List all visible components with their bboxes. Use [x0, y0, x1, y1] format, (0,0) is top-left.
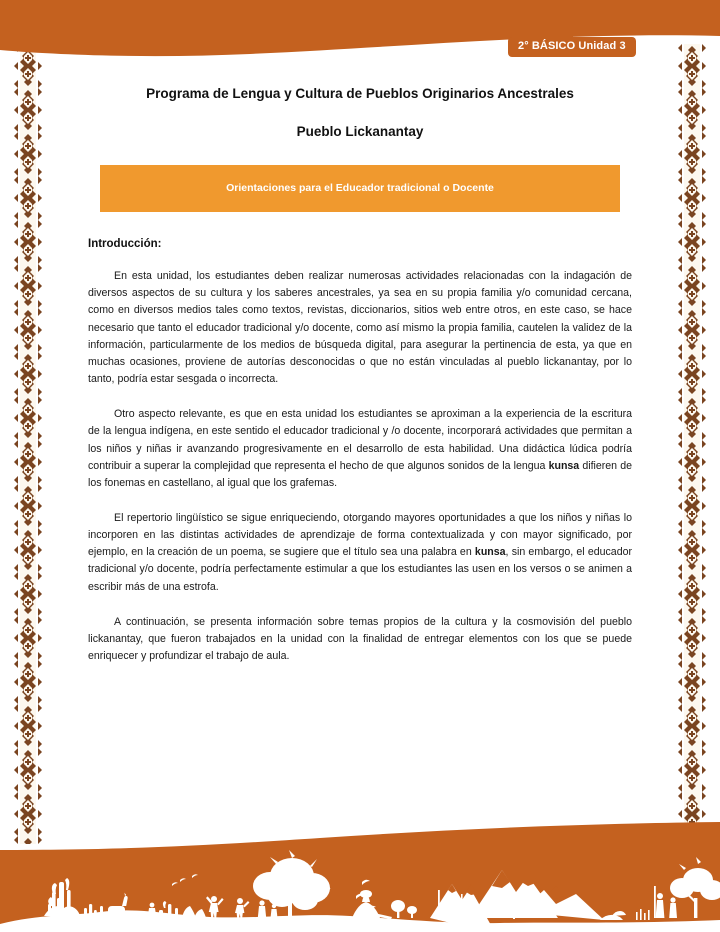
page-subtitle: Pueblo Lickanantay — [296, 124, 424, 140]
andean-pattern-right — [672, 44, 712, 844]
top-curved-band — [0, 0, 720, 72]
document-content — [60, 78, 660, 665]
paragraph-2 — [88, 406, 632, 492]
page-title: Programa de Lengua y Cultura de Pueblos Originarios Ancestrales — [146, 86, 574, 101]
paragraph-3 — [88, 510, 632, 596]
paragraph-2-part-b: difieren de los fonemas en castellano, al igual que los grafemas. — [88, 459, 632, 489]
paragraph-2-part-a: Otro aspecto relevante, es que en esta unidad los estudiantes se aproximan a la experiencia de la escritura de la lengua indígena, en este sentido el educador tradicional y /o docente, incorporará actividades que permitan a los niños y niñas ir avanzando progresivamente en el desarrollo de esta habilidad. Una didáctica lúdica podría contribuir a superar la complejidad que representa el hecho de que algunos sonidos de la lengua — [88, 408, 632, 472]
paragraph-1: En esta unidad, los estudiantes deben realizar numerosas actividades relacionadas con la indagación de diversos aspectos de su cultura y los saberes ancestrales, ya sea en su propia familia y/o comunidad cercana, como en diversos medios tales como textos, revistas, diccionarios, sitios web entre otros, en este caso, se hace necesario que tanto el educador tradicional y/o docente, como así mismo la propia familia, cautelen la validez de la información, particularmente de los medios de búsqueda digital, para asegurar la pertinencia de esta, ya que en muchas ocasiones, proviene de autorías desconocidas o que no están vinculadas al pueblo lickanantay, por lo tanto, podría estar sesgada o incorrecta. — [88, 270, 632, 386]
orientation-banner: Orientaciones para el Educador tradicional o Docente — [100, 165, 620, 213]
bottom-landscape-band — [0, 820, 720, 932]
unit-badge: 2° BÁSICO Unidad 3 — [508, 37, 636, 57]
section-heading-introduccion: Introducción: — [88, 238, 162, 251]
paragraph-3-part-a: El repertorio lingüístico se sigue enriqueciendo, otorgando mayores oportunidades a que los niños y niñas lo incorporen en las distintas actividades de aprendizaje de forma contextualizada y con mayor significado, por ejemplo, en la creación de un poema, se sugiere que el título sea una palabra en — [88, 511, 632, 559]
kunsa-term-1: kunsa — [548, 459, 580, 472]
paragraph-3-part-b: , sin embargo, el educador tradicional y/o docente, podría perfectamente estimular a que los estudiantes las usen en los versos o se animen a escribir más de una estrofa. — [88, 546, 633, 593]
andean-pattern-left — [8, 44, 48, 844]
paragraph-4: A continuación, se presenta información sobre temas propios de la cultura y la cosmovisión del pueblo lickanantay, que fueron trabajados en la unidad con la finalidad de entregar elementos con los que se puede enriquecer y profundizar el trabajo de aula. — [88, 615, 632, 663]
kunsa-term-2: kunsa — [474, 546, 506, 559]
